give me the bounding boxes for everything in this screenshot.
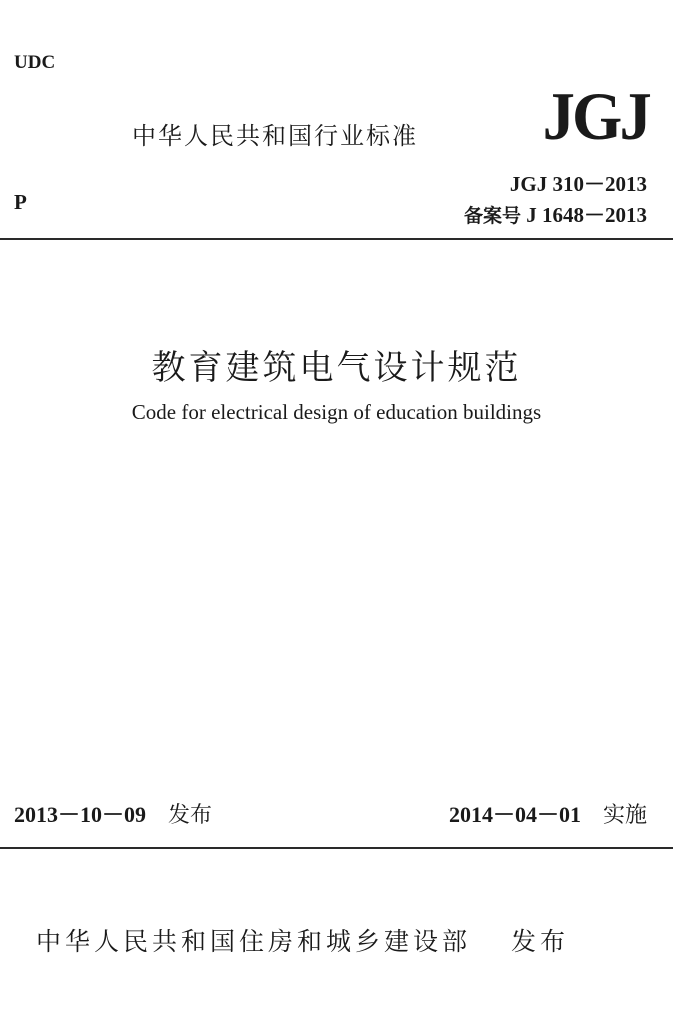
implement-date-line [449, 798, 647, 829]
issue-date: 2013－10－09 [14, 802, 147, 827]
registration-label: 备案号 [463, 205, 521, 227]
jgj-logo: JGJ [542, 78, 649, 154]
publisher-name: 中华人民共和国住房和城乡建设部 [36, 927, 472, 956]
udc-label: UDC [14, 52, 56, 73]
document-title-en: Code for electrical design of education buildings [131, 400, 542, 424]
publish-label: 发布 [511, 927, 570, 956]
publisher-line [36, 922, 569, 958]
issue-date-line [14, 798, 212, 829]
top-divider [0, 238, 673, 240]
header-title: 中华人民共和国行业标准 [132, 122, 418, 150]
registration-number: J 1648－2013 [526, 203, 647, 227]
document-title-cn: 教育建筑电气设计规范 [151, 348, 522, 388]
registration-number-line [464, 199, 647, 229]
implement-label: 实施 [602, 803, 647, 828]
category-code: P [14, 190, 27, 214]
issue-label: 发布 [168, 803, 213, 828]
bottom-divider [0, 847, 673, 849]
implement-date: 2014－04－01 [448, 802, 581, 827]
standard-number: JGJ 310－2013 [509, 172, 647, 196]
